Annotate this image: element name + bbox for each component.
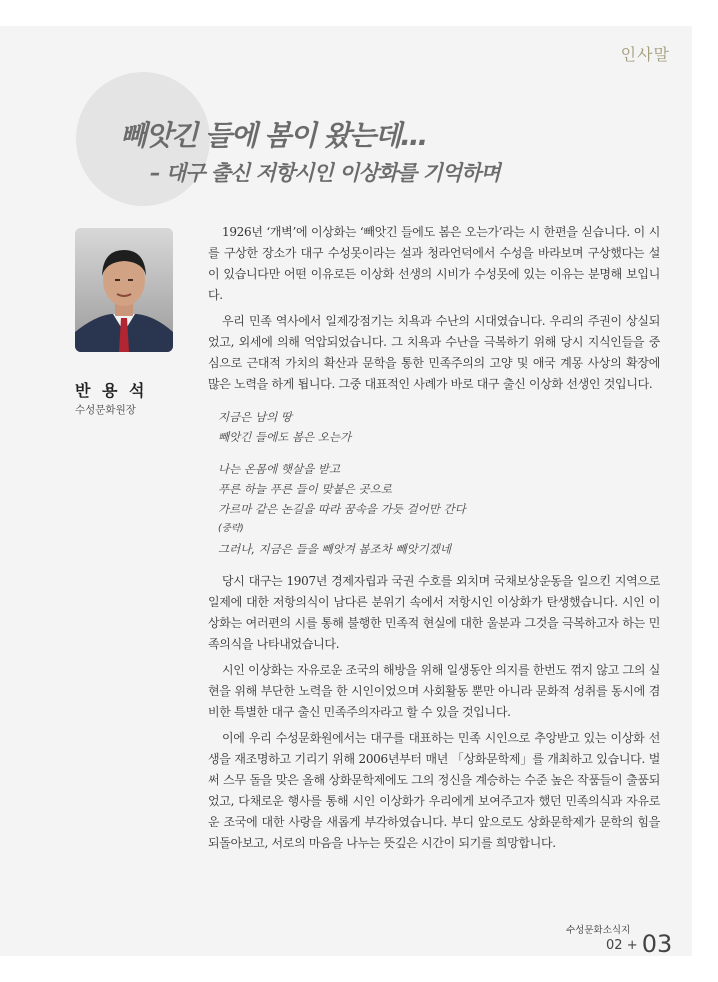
paragraph: 이에 우리 수성문화원에서는 대구를 대표하는 민족 시인으로 추앙받고 있는 이상화 선생을 재조명하고 기리기 위해 2006년부터 매년 「상화문학제」를 개최하고 있습니다. 벌써 스무 돌을 맞은 올해 상화문학제에도 그의 정신을 계승하는 수준 높은 작품들이 출품되었고, 다채로운 행사를 통해 시인 이상화가 우리에게 보여주고자 했던 민족의식과 자유로운 조국에 대한 사랑을 새롭게 부각하였습니다. 부디 앞으로도 상화문학제가 문학의 힘을 되돌아보고, 서로의 마음을 나누는 뜻깊은 시간이 되기를 희망합니다. bbox=[208, 731, 660, 850]
page-number-right: 03 bbox=[641, 930, 673, 958]
section-tag: 인사말 bbox=[620, 45, 670, 64]
author-photo bbox=[75, 228, 173, 352]
paragraph: 당시 대구는 1907년 경제자립과 국권 수호를 외치며 국채보상운동을 일으킨 지역으로 일제에 대한 저항의식이 남다른 분위기 속에서 저항시인 이상화가 탄생했습니다. 시인 이상화는 여러편의 시를 통해 불행한 민족적 현실에 대한 울분과 그것을 극복하고자 하는 민족의식을 나타내었습니다. bbox=[208, 574, 660, 651]
poem-line: 가르마 같은 논길을 따라 꿈속을 가듯 걸어만 간다 bbox=[218, 502, 466, 516]
publication-name: 수성문화소식지 bbox=[566, 925, 631, 936]
poem-line: 빼앗긴 들에도 봄은 오는가 bbox=[218, 430, 352, 444]
poem-line: 푸른 하늘 푸른 들이 맞붙은 곳으로 bbox=[218, 482, 392, 496]
poem-quote bbox=[218, 407, 660, 559]
article-subtitle: – 대구 출신 저항시인 이상화를 기억하며 bbox=[150, 161, 500, 185]
paragraph: 우리 민족 역사에서 일제강점기는 치욕과 수난의 시대였습니다. 우리의 주권이 상실되었고, 외세에 의해 억압되었습니다. 그 치욕과 수난을 극복하기 위해 당시 지식인들을 중심으로 근대적 가치의 확산과 문학을 통한 민족주의의 고양 및 애국 계몽 사상의 확장에 많은 노력을 하게 됩니다. 그중 대표적인 사례가 바로 대구 출신 이상화 선생인 것입니다. bbox=[208, 314, 660, 391]
paragraph: 1926년 ‘개벽’에 이상화는 ‘빼앗긴 들에도 봄은 오는가’라는 시 한편을 싣습니다. 이 시를 구상한 장소가 대구 수성못이라는 설과 청라언덕에서 수성을 바라보며 구상했다는 설이 있습니다만 어떤 이유로든 이상화 선생의 시비가 수성못에 있는 이유는 분명해 보입니다. bbox=[208, 225, 660, 302]
page-number-left: 02 bbox=[606, 938, 623, 953]
poem-omission: (중략) bbox=[218, 523, 244, 534]
article-body bbox=[208, 222, 660, 859]
article-title: 빼앗긴 들에 봄이 왔는데… bbox=[120, 119, 427, 152]
author-name: 반 용 석 bbox=[75, 381, 148, 400]
page-numbers bbox=[606, 930, 672, 958]
author-role: 수성문화원장 bbox=[75, 404, 136, 416]
paragraph: 시인 이상화는 자유로운 조국의 해방을 위해 일생동안 의지를 한번도 꺾지 않고 그의 실현을 위해 부단한 노력을 한 시인이었으며 사회활동 뿐만 아니라 문화적 성취를 동시에 겸비한 특별한 대구 출신 민족주의자라고 할 수 있을 것입니다. bbox=[208, 663, 660, 719]
poem-line: 지금은 남의 땅 bbox=[218, 410, 292, 424]
page-separator: + bbox=[626, 938, 638, 953]
poem-line: 그러나, 지금은 들을 빼앗겨 봄조차 빼앗기겠네 bbox=[218, 542, 452, 556]
poem-line: 나는 온몸에 햇살을 받고 bbox=[218, 462, 341, 476]
